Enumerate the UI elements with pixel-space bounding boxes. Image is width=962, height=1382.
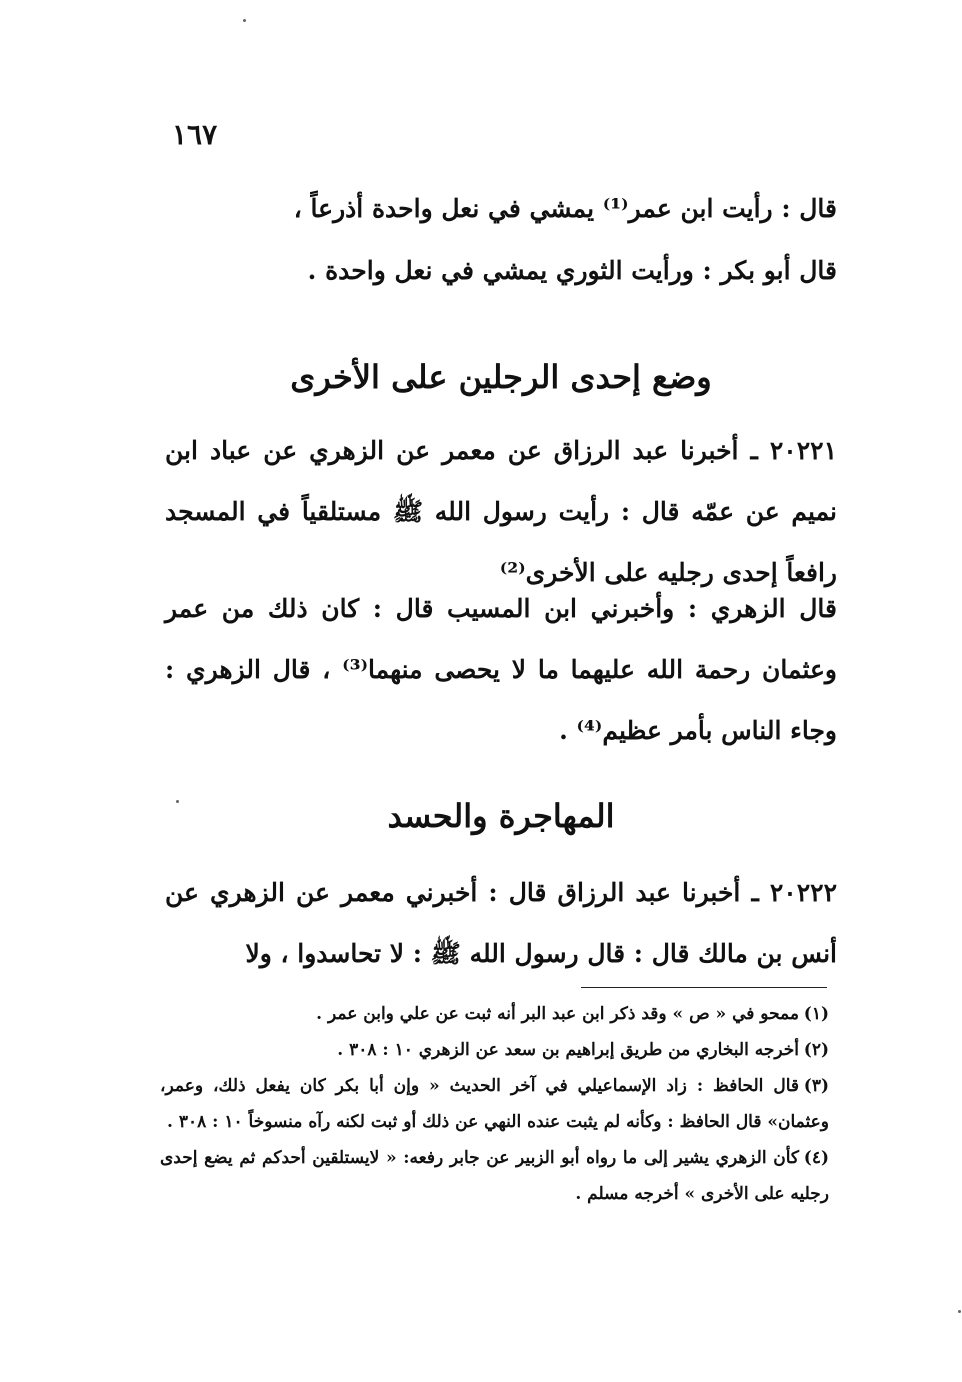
scan-speck (176, 800, 179, 803)
footnote-number: (٢) (803, 1040, 829, 1060)
scan-speck (958, 1310, 961, 1313)
footnote-text: كأن الزهري يشير إلى ما رواه أبو الزبير عن جابر رفعه: « لايستلقين أحدكم ثم يضع إحدى رجليه على الأخرى » أخرجه مسلم . (160, 1148, 829, 1204)
footnote-text: أخرجه البخاري من طريق إبراهيم بن سعد عن الزهري ١٠ : ٣٠٨ . (337, 1040, 799, 1060)
footnote-number: (٤) (803, 1148, 829, 1168)
hadith-20221-continuation: قال الزهري : وأخبرني ابن المسيب قال : كان ذلك من عمر وعثمان رحمة الله عليهما ما لا يحصى منهما⁽³⁾ ، قال الزهري : وجاء الناس بأمر عظيم⁽⁴⁾ . (165, 594, 837, 745)
footnote-text: ممحو في « ص » وقد ذكر ابن عبد البر أنه ثبت عن علي وابن عمر . (316, 1004, 799, 1024)
footnote-4 (160, 1140, 837, 1212)
section-heading-2: المهاجرة والحسد (387, 797, 615, 835)
footnote-separator (581, 987, 827, 988)
hadith-20221: ٢٠٢٢١ ـ أخبرنا عبد الرزاق عن معمر عن الزهري عن عباد ابن نميم عن عمّه قال : رأيت رسول الله ﷺ مستلقياً في المسجد رافعاً إحدى رجليه على الأخرى⁽²⁾ (165, 436, 837, 587)
page-number: ١٦٧ (172, 118, 218, 151)
footnote-3 (160, 1068, 837, 1140)
footnotes (160, 996, 837, 1212)
footnote-1 (160, 996, 837, 1032)
section-heading-1: وضع إحدى الرجلين على الأخرى (290, 358, 712, 396)
footnote-2 (160, 1032, 837, 1068)
hadith-20222: ٢٠٢٢٢ ـ أخبرنا عبد الرزاق قال : أخبرني معمر عن الزهري عن أنس بن مالك قال : قال رسول الله ﷺ : لا تحاسدوا ، ولا (165, 878, 837, 968)
intro-line-1: قال : رأيت ابن عمر⁽¹⁾ يمشي في نعل واحدة أذرعاً ، (293, 194, 837, 223)
intro-line-2: قال أبو بكر : ورأيت الثوري يمشي في نعل واحدة . (307, 256, 837, 285)
scan-speck (243, 19, 246, 22)
footnote-number: (٣) (803, 1076, 829, 1096)
footnote-number: (١) (803, 1004, 829, 1024)
footnote-text: قال الحافظ : زاد الإسماعيلي في آخر الحديث « وإن أبا بكر كان يفعل ذلك، وعمر، وعثمان» قال الحافظ : وكأنه لم يثبت عنده النهي عن ذلك أو ثبت لكنه رآه منسوخاً ١٠ : ٣٠٨ . (160, 1076, 829, 1132)
